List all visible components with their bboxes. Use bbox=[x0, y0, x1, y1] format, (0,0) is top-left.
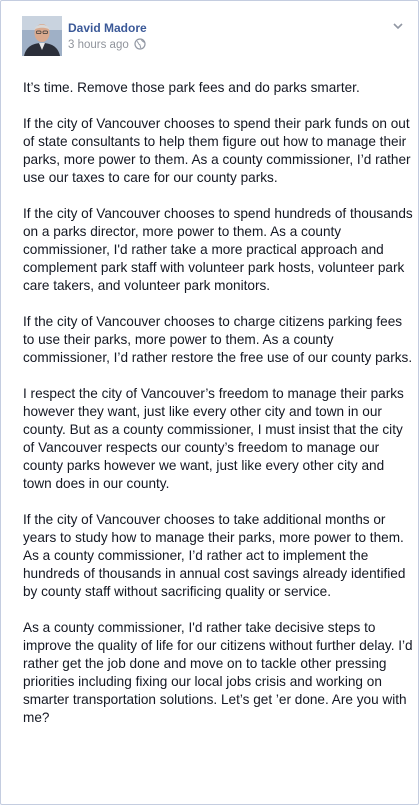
avatar[interactable] bbox=[22, 16, 62, 56]
post-paragraph: If the city of Vancouver chooses to spend their park funds on out of state consultants to help them figure out how to manage their parks, more power to them. As a county commissioner, I’d rather use our taxes to care for our county parks. bbox=[23, 116, 411, 185]
post-timestamp[interactable]: 3 hours ago bbox=[68, 39, 129, 51]
globe-icon[interactable] bbox=[134, 38, 146, 53]
chevron-down-icon[interactable] bbox=[390, 18, 406, 34]
post-paragraph: If the city of Vancouver chooses to spend hundreds of thousands on a parks director, more power to them. As a county commissioner, I'd rather take a more practical approach and complement park staff with volunteer park hosts, volunteer park care takers, and volunteer park monitors. bbox=[23, 206, 413, 293]
post-paragraph: I respect the city of Vancouver’s freedom to manage their parks however they want, just like every other city and town in our county. But as a county commissioner, I must insist that the city of Vancouver respects our county’s freedom to manage our county parks however we want, just like every other city and town does in our county. bbox=[23, 386, 404, 491]
post-paragraph: If the city of Vancouver chooses to take additional months or years to study how to manage their parks, more power to them. As a county commissioner, I’d rather act to implement the hundreds of thousands in annual cost savings already identified by county staff without sacrificing quality or service. bbox=[23, 512, 406, 599]
post-paragraph: It’s time. Remove those park fees and do parks smarter. bbox=[23, 80, 360, 95]
post-text bbox=[23, 79, 415, 727]
author-name-link[interactable]: David Madore bbox=[68, 21, 147, 35]
post-paragraph: If the city of Vancouver chooses to charge citizens parking fees to use their parks, more power to them. As a county commissioner, I’d rather restore the free use of our county parks. bbox=[23, 314, 413, 365]
post-paragraph: As a county commissioner, I'd rather take decisive steps to improve the quality of life for our citizens without further delay. I’d rather get the job done and move on to tackle other pressing priorities including fixing our local jobs crisis and working on smarter transportation solutions. Let’s get ’er done. Are you with me? bbox=[23, 620, 413, 725]
post-header bbox=[22, 16, 412, 62]
post-meta bbox=[68, 38, 146, 53]
avatar-image bbox=[22, 16, 62, 56]
